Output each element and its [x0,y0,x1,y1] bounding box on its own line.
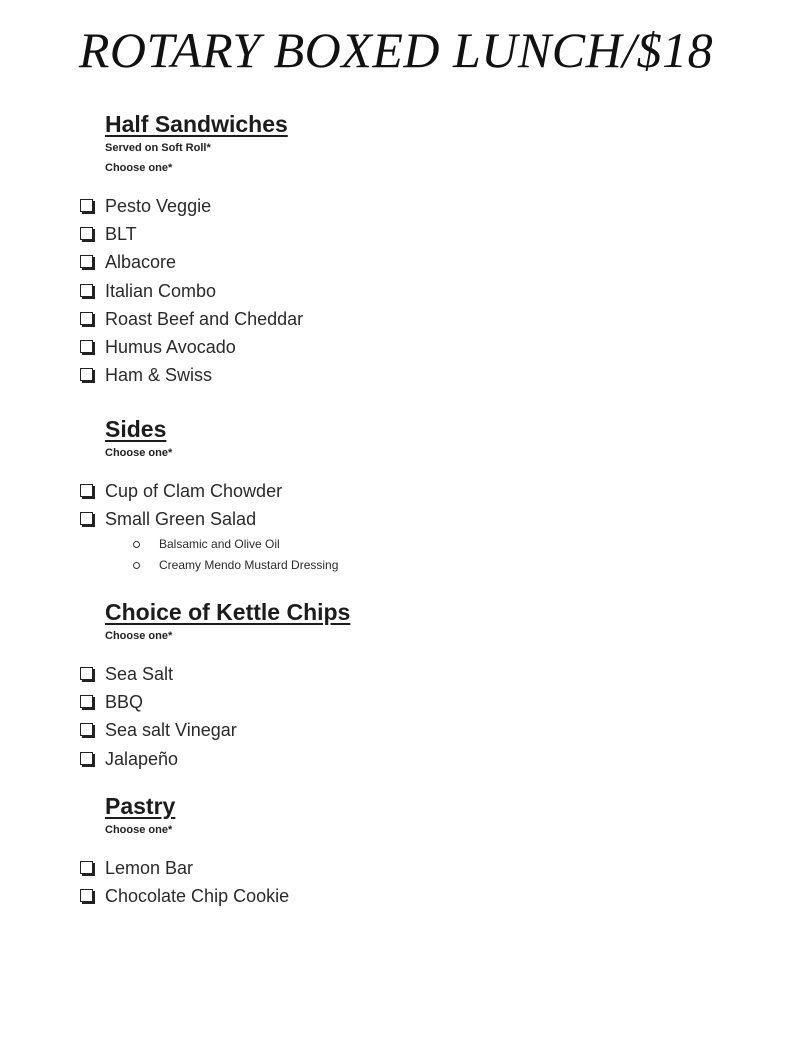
section-heading: Sides [105,416,167,442]
checkbox-list [78,192,678,390]
checkbox-icon[interactable] [80,227,93,240]
checkbox-icon[interactable] [80,723,93,736]
checkbox-icon[interactable] [80,255,93,268]
option-clam-chowder[interactable] [78,477,678,505]
option-albacore[interactable] [78,249,678,277]
option-label: BBQ [105,691,144,712]
circle-bullet-icon [133,562,140,569]
option-label: Albacore [105,252,177,273]
option-sea-salt-vinegar[interactable] [78,717,678,745]
section-note: Choose one* [105,824,173,836]
option-ham-swiss[interactable] [78,362,678,390]
menu-title: ROTARY BOXED LUNCH/$18 [78,22,714,78]
section-half-sandwiches [78,110,678,390]
dressing-option [133,534,678,555]
dressing-option [133,555,678,576]
checkbox-icon[interactable] [80,667,93,680]
checkbox-icon[interactable] [80,284,93,297]
option-label: BLT [105,223,137,244]
dressing-list [78,534,678,576]
option-label: Lemon Bar [105,857,194,878]
checkbox-icon[interactable] [80,889,93,902]
checkbox-icon[interactable] [80,368,93,381]
dressing-label: Balsamic and Olive Oil [159,537,280,552]
option-label: Italian Combo [105,280,217,301]
checkbox-icon[interactable] [80,695,93,708]
option-blt[interactable] [78,220,678,248]
option-label: Small Green Salad [105,508,257,529]
option-label: Humus Avocado [105,337,236,358]
checkbox-list [78,854,678,911]
option-label: Roast Beef and Cheddar [105,308,304,329]
checkbox-list [78,660,678,773]
section-note: Served on Soft Roll* [105,142,211,154]
option-bbq[interactable] [78,688,678,716]
circle-bullet-icon [133,541,140,548]
checkbox-icon[interactable] [80,512,93,525]
checkbox-icon[interactable] [80,752,93,765]
section-sides [78,415,678,576]
section-note: Choose one* [105,630,173,642]
option-label: Sea salt Vinegar [105,720,237,741]
checkbox-icon[interactable] [80,484,93,497]
option-label: Jalapeño [105,748,179,769]
option-label: Chocolate Chip Cookie [105,885,290,906]
option-roast-beef-cheddar[interactable] [78,305,678,333]
option-small-green-salad[interactable] [78,505,678,533]
section-heading: Pastry [105,793,176,819]
option-label: Sea Salt [105,663,174,684]
checkbox-list [78,477,678,534]
option-chocolate-chip-cookie[interactable] [78,882,678,910]
option-sea-salt[interactable] [78,660,678,688]
option-label: Pesto Veggie [105,195,212,216]
section-heading: Half Sandwiches [105,111,288,137]
section-pastry [78,792,678,911]
option-jalapeno[interactable] [78,745,678,773]
checkbox-icon[interactable] [80,861,93,874]
checkbox-icon[interactable] [80,340,93,353]
checkbox-icon[interactable] [80,312,93,325]
option-humus-avocado[interactable] [78,333,678,361]
option-pesto-veggie[interactable] [78,192,678,220]
section-heading: Choice of Kettle Chips [105,599,351,625]
section-note: Choose one* [105,162,173,174]
checkbox-icon[interactable] [80,199,93,212]
option-label: Cup of Clam Chowder [105,480,283,501]
option-italian-combo[interactable] [78,277,678,305]
dressing-label: Creamy Mendo Mustard Dressing [159,558,339,573]
option-label: Ham & Swiss [105,365,213,386]
section-note: Choose one* [105,447,173,459]
option-lemon-bar[interactable] [78,854,678,882]
section-kettle-chips [78,598,678,773]
